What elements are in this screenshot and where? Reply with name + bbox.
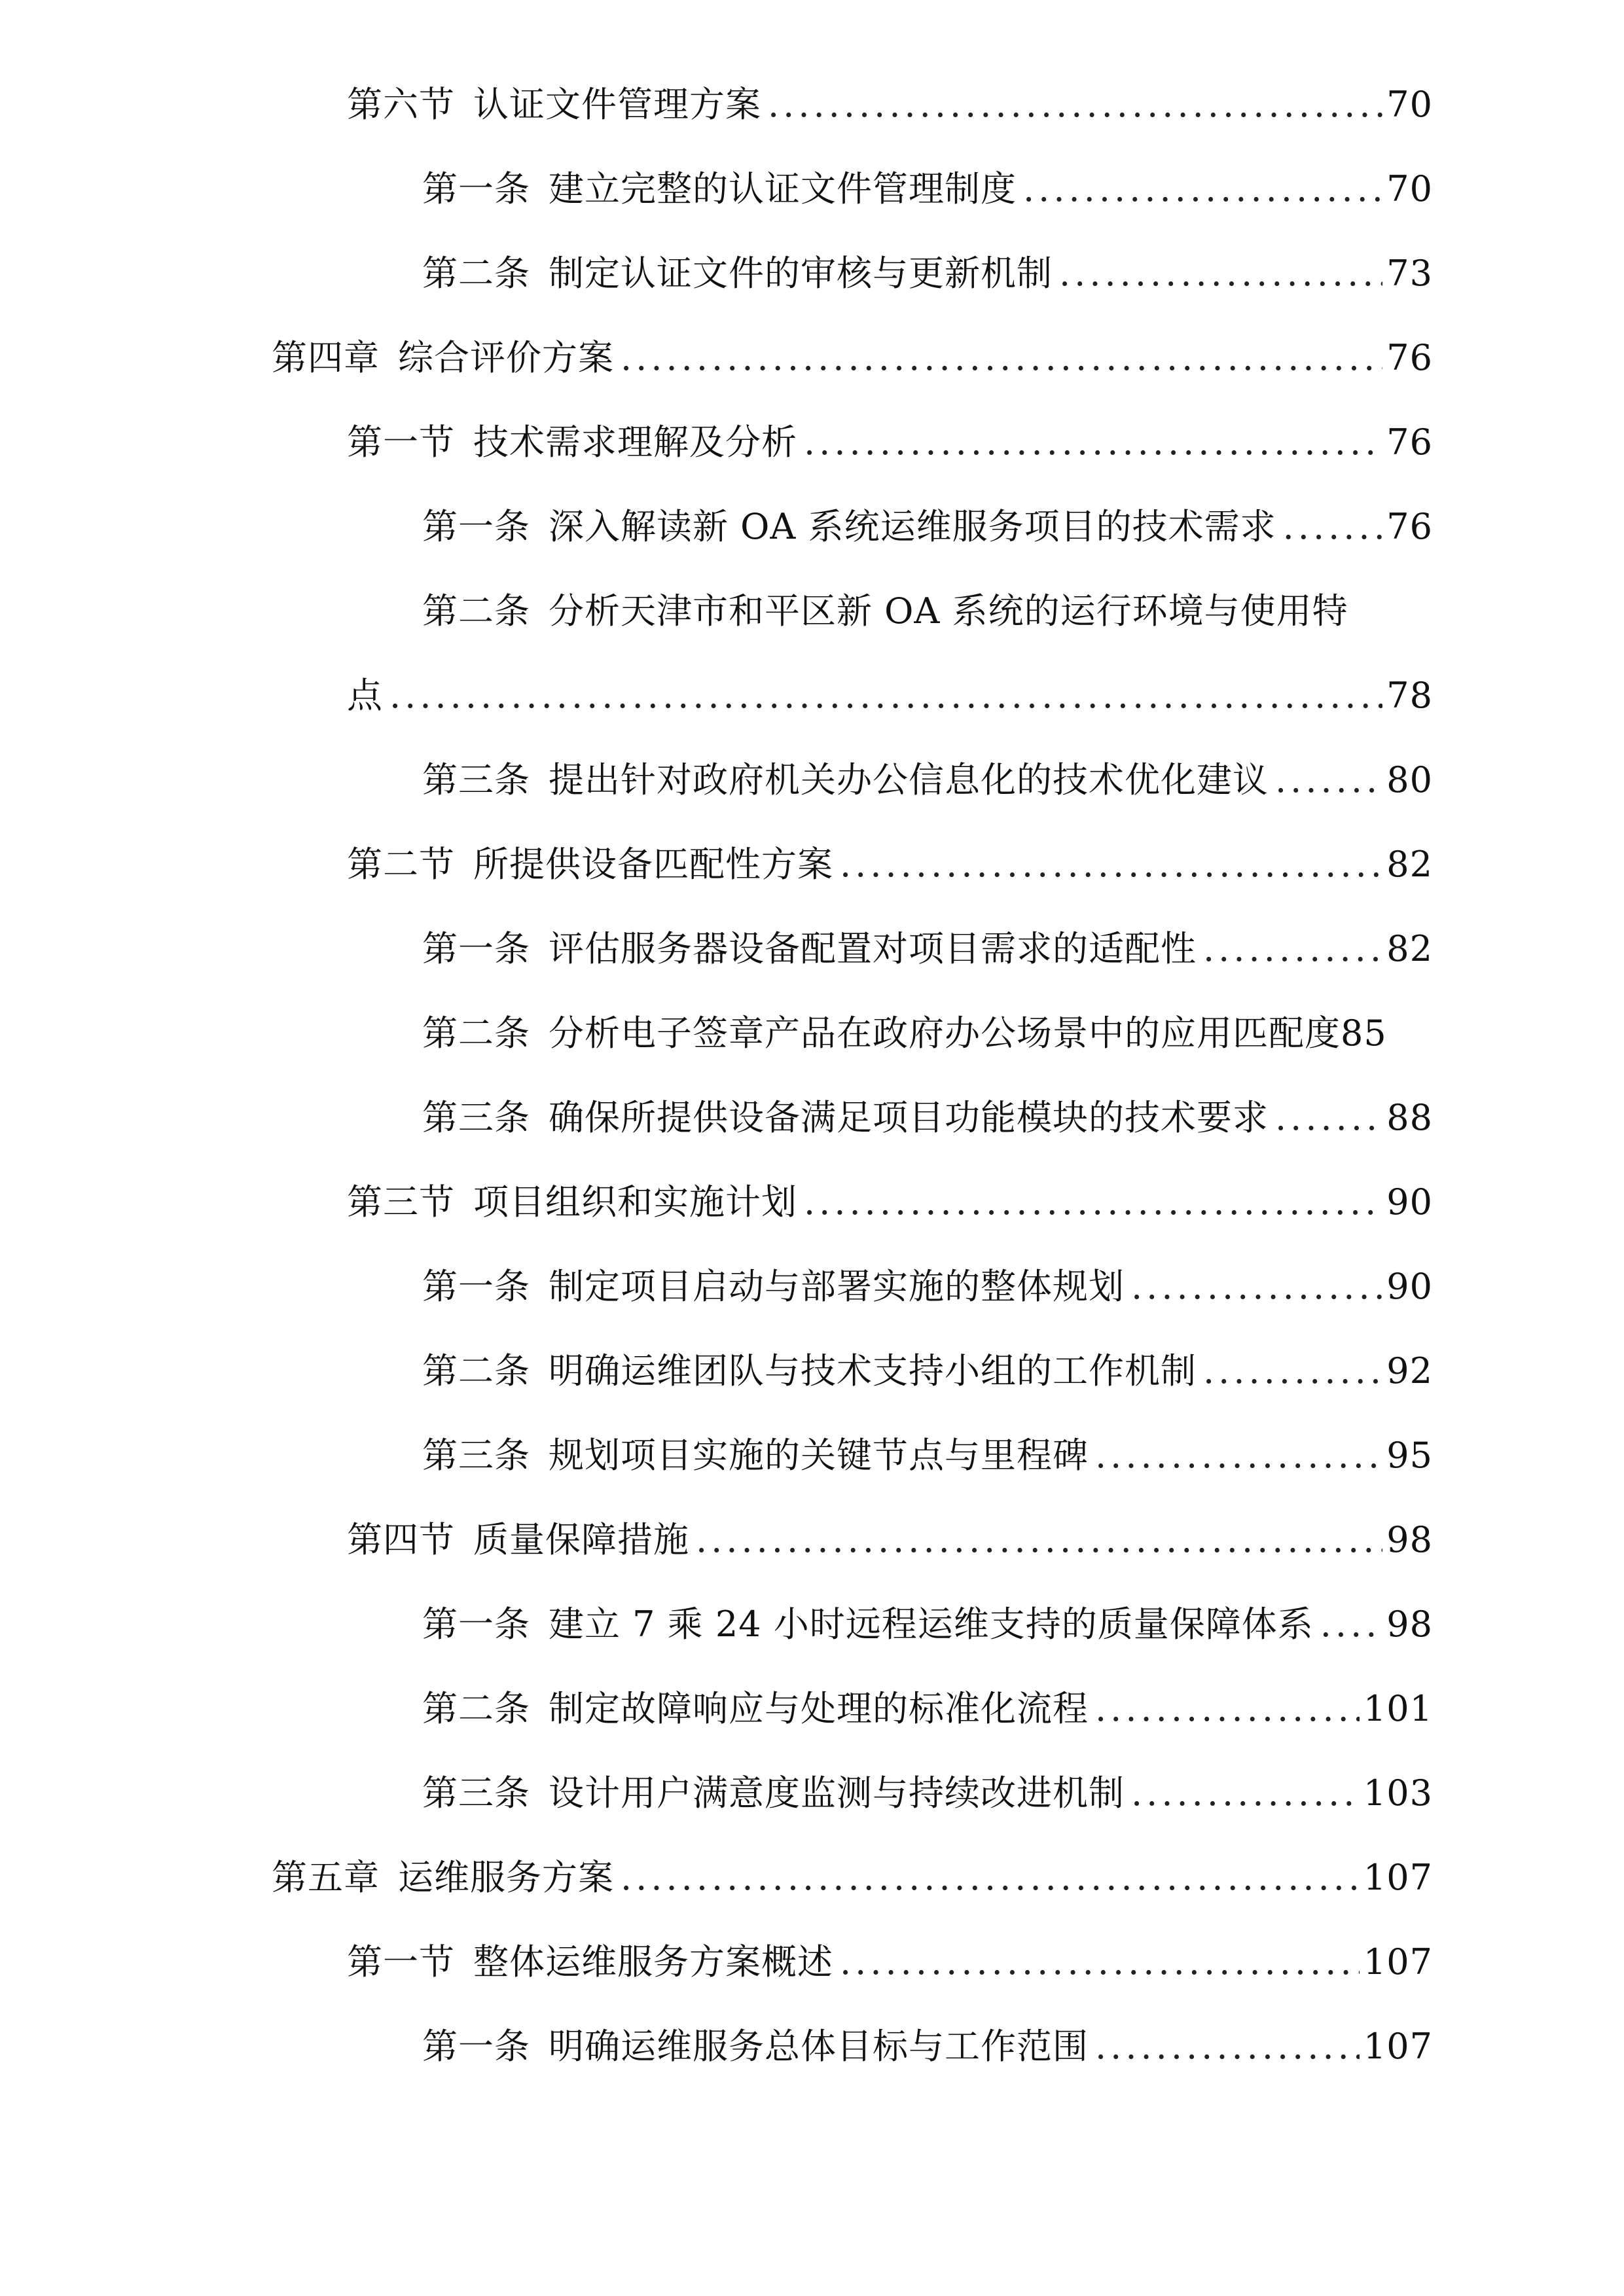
toc-dot-leader [1203, 920, 1382, 978]
toc-entry[interactable] [272, 1848, 1433, 1907]
toc-entry[interactable] [347, 835, 1433, 894]
toc-dot-leader [804, 413, 1382, 472]
toc-entry[interactable] [347, 1511, 1433, 1570]
toc-entry-label: 第三条 [422, 1435, 530, 1476]
toc-entry-page: 107 [1363, 1941, 1433, 1982]
toc-entry-page: 101 [1363, 1688, 1433, 1729]
toc-entry-title: 制定项目启动与部署实施的整体规划 [549, 1266, 1125, 1307]
toc-entry[interactable] [272, 329, 1433, 387]
toc-entry-page: 76 [1386, 422, 1433, 463]
toc-entry-label: 第一节 [347, 1941, 455, 1982]
toc-entry-title: 分析电子签章产品在政府办公场景中的应用匹配度 [549, 1013, 1341, 1054]
toc-entry[interactable] [422, 2017, 1433, 2076]
toc-entry-page: 107 [1363, 1857, 1433, 1898]
toc-entry-page: 70 [1386, 84, 1433, 125]
toc-entry-title: 深入解读新 OA 系统运维服务项目的技术需求 [549, 506, 1276, 547]
toc-entry[interactable] [422, 1679, 1433, 1738]
toc-dot-leader [1059, 244, 1382, 303]
toc-entry[interactable] [347, 75, 1433, 134]
toc-dot-leader [768, 75, 1382, 134]
toc-entry-page: 70 [1386, 168, 1433, 209]
toc-entry-label: 第一节 [347, 422, 455, 463]
toc-dot-leader [621, 1848, 1360, 1907]
toc-entry-page: 90 [1386, 1181, 1433, 1223]
toc-entry-title: 规划项目实施的关键节点与里程碑 [549, 1435, 1089, 1476]
toc-entry-label: 第一条 [422, 2026, 530, 2067]
toc-entry-title: 所提供设备匹配性方案 [473, 844, 833, 885]
toc-entry-page: 98 [1386, 1519, 1433, 1560]
toc-entry-page: 88 [1386, 1097, 1433, 1138]
toc-entry-label: 第五章 [272, 1857, 380, 1898]
toc-dot-leader [1095, 2017, 1360, 2076]
toc-dot-leader [804, 1173, 1382, 1232]
toc-entry-title: 评估服务器设备配置对项目需求的适配性 [549, 928, 1197, 969]
toc-entry-label: 第一条 [422, 928, 530, 969]
toc-entry-label: 第六节 [347, 84, 455, 125]
toc-dot-leader [840, 835, 1382, 894]
toc-entry-page: 98 [1386, 1604, 1433, 1645]
toc-entry-title: 提出针对政府机关办公信息化的技术优化建议 [549, 759, 1269, 800]
toc-entry[interactable] [347, 1933, 1433, 1992]
toc-entry-title: 建立完整的认证文件管理制度 [549, 168, 1017, 209]
toc-entry-page: 90 [1386, 1266, 1433, 1307]
toc-entry-title: 运维服务方案 [398, 1857, 614, 1898]
toc-entry[interactable] [422, 1004, 1433, 1063]
toc-dot-leader [1275, 1088, 1382, 1147]
toc-entry-title: 认证文件管理方案 [473, 84, 761, 125]
toc-dot-leader [1275, 751, 1382, 810]
toc-entry-title: 制定认证文件的审核与更新机制 [549, 253, 1053, 294]
toc-entry[interactable] [422, 582, 1433, 641]
toc-entry-page: 76 [1386, 506, 1433, 547]
toc-entry[interactable] [422, 1595, 1433, 1654]
toc-entry[interactable] [422, 1426, 1433, 1485]
toc-entry-title: 整体运维服务方案概述 [473, 1941, 833, 1982]
toc-entry-page: 95 [1386, 1435, 1433, 1476]
toc-dot-leader [621, 329, 1382, 387]
toc-entry-page: 73 [1386, 253, 1433, 294]
toc-entry-label: 第一条 [422, 168, 530, 209]
toc-dot-leader [696, 1511, 1382, 1570]
toc-entry[interactable] [422, 1764, 1433, 1823]
toc-entry-label: 第二条 [422, 590, 530, 632]
toc-entry[interactable] [422, 1088, 1433, 1147]
toc-entry-label: 第一条 [422, 1266, 530, 1307]
toc-entry-title: 明确运维服务总体目标与工作范围 [549, 2026, 1089, 2067]
toc-dot-leader [1131, 1257, 1382, 1316]
toc-entry-label: 第三条 [422, 1772, 530, 1814]
toc-entry-title: 项目组织和实施计划 [473, 1181, 797, 1223]
toc-entry[interactable] [422, 497, 1433, 556]
toc-entry-title: 明确运维团队与技术支持小组的工作机制 [549, 1350, 1197, 1391]
toc-entry-label: 第三条 [422, 759, 530, 800]
toc-entry-label: 第三节 [347, 1181, 455, 1223]
toc-dot-leader [1095, 1679, 1360, 1738]
toc-dot-leader [1203, 1342, 1382, 1401]
toc-entry-page: 76 [1386, 337, 1433, 378]
toc-entry[interactable] [347, 1173, 1433, 1232]
toc-entry[interactable] [422, 751, 1433, 810]
toc-entry-page: 85 [1341, 1013, 1387, 1054]
toc-entry-title: 综合评价方案 [398, 337, 614, 378]
toc-entry[interactable] [422, 244, 1433, 303]
toc-entry-label: 第二条 [422, 1350, 530, 1391]
toc-entry[interactable] [422, 920, 1433, 978]
toc-dot-leader [1095, 1426, 1382, 1485]
toc-entry-title: 确保所提供设备满足项目功能模块的技术要求 [549, 1097, 1269, 1138]
toc-entry-page: 80 [1386, 759, 1433, 800]
toc-dot-leader [389, 666, 1382, 725]
toc-entry[interactable] [422, 1342, 1433, 1401]
toc-entry-page: 107 [1363, 2026, 1433, 2067]
toc-entry-title: 建立 7 乘 24 小时远程运维支持的质量保障体系 [549, 1604, 1314, 1645]
toc-entry-label: 第三条 [422, 1097, 530, 1138]
toc-dot-leader [1283, 497, 1383, 556]
toc-entry-title: 设计用户满意度监测与持续改进机制 [549, 1772, 1125, 1814]
toc-entry-label: 第二条 [422, 253, 530, 294]
toc-entry-title: 制定故障响应与处理的标准化流程 [549, 1688, 1089, 1729]
toc-entry-continuation[interactable] [347, 666, 1433, 725]
toc-dot-leader [840, 1933, 1360, 1992]
toc-dot-leader [1023, 160, 1382, 219]
toc-dot-leader [1320, 1595, 1383, 1654]
toc-entry[interactable] [347, 413, 1433, 472]
toc-entry-page: 82 [1386, 928, 1433, 969]
toc-entry-page: 82 [1386, 844, 1433, 885]
toc-entry[interactable] [422, 1257, 1433, 1316]
toc-entry-label: 第二节 [347, 844, 455, 885]
toc-entry-title: 技术需求理解及分析 [473, 422, 797, 463]
toc-entry-label: 第四节 [347, 1519, 455, 1560]
toc-entry-label: 第二条 [422, 1013, 530, 1054]
toc-entry-title-continuation: 点 [347, 675, 383, 716]
toc-entry-page: 103 [1363, 1772, 1433, 1814]
toc-entry-page: 78 [1386, 675, 1433, 716]
toc-entry[interactable] [422, 160, 1433, 219]
toc-dot-leader [1131, 1764, 1360, 1823]
toc-entry-label: 第二条 [422, 1688, 530, 1729]
toc-entry-label: 第一条 [422, 1604, 530, 1645]
toc-entry-label: 第一条 [422, 506, 530, 547]
toc-entry-label: 第四章 [272, 337, 380, 378]
toc-entry-page: 92 [1386, 1350, 1433, 1391]
toc-entry-title: 分析天津市和平区新 OA 系统的运行环境与使用特 [549, 590, 1348, 632]
toc-entry-title: 质量保障措施 [473, 1519, 689, 1560]
